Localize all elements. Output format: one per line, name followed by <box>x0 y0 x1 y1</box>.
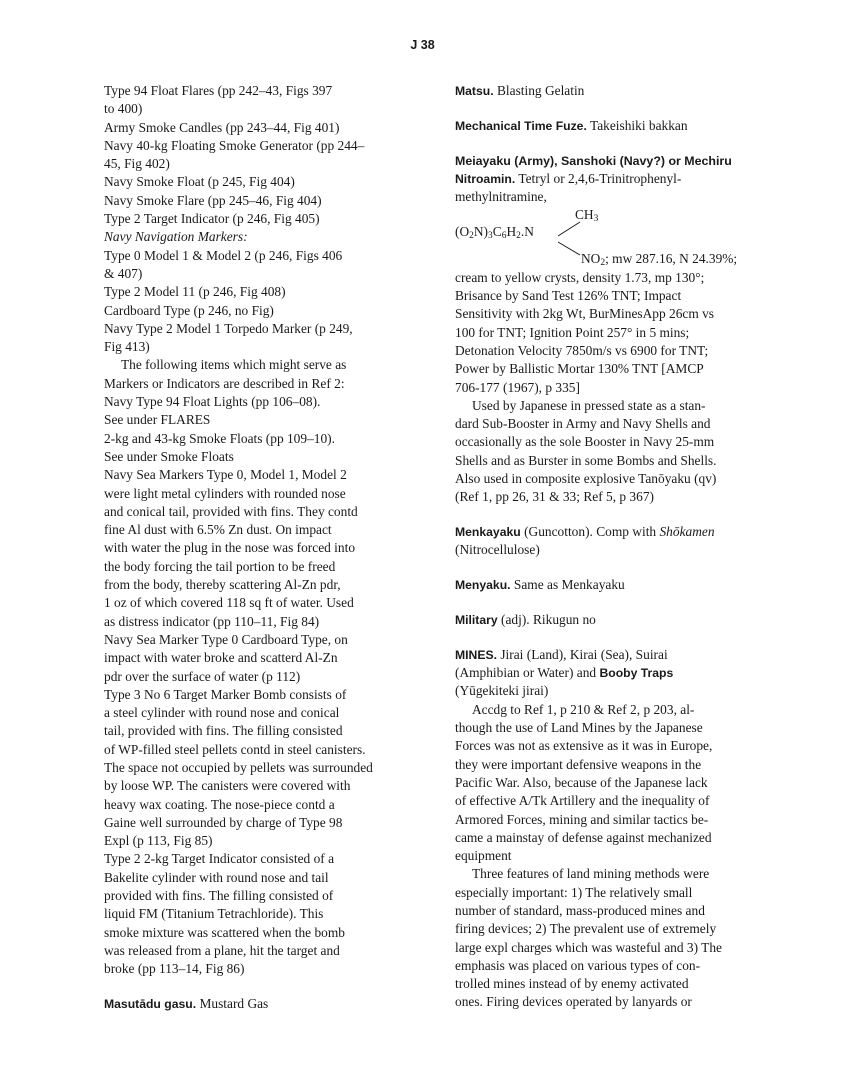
text-line: to 400) <box>104 101 143 117</box>
text-line: 45, Fig 402) <box>104 156 170 172</box>
text-line: provided with fins. The filling consisted of <box>104 888 334 904</box>
text-line: fine Al dust with 6.5% Zn dust. On impact <box>104 522 332 538</box>
formula-no2-line: $NO_2$; mw 287.16, N 24.39%; <box>581 251 738 269</box>
entry-military: Military (adj). Rikugun no <box>455 612 596 628</box>
entry-matsu <box>455 82 755 100</box>
text-line: The following items which might serve as <box>121 357 347 373</box>
entry-text: Blasting Gelatin <box>496 83 585 98</box>
text-line: large expl charges which was wasteful and 3) The <box>455 939 722 955</box>
text-line: Type 0 Model 1 & Model 2 (p 246, Figs 406 <box>104 247 343 263</box>
text-line: Type 2 2-kg Target Indicator consisted of a <box>104 851 335 867</box>
formula-main: $(O_2N)_3C_6H_2.N$ <box>455 224 534 242</box>
subheading-navigation-markers: Navy Navigation Markers: <box>104 229 248 245</box>
text-line: emphasis was placed on various types of con- <box>455 957 701 973</box>
text-line: See under Smoke Floats <box>104 448 234 464</box>
text-line: especially important: 1) The relatively small <box>455 884 693 900</box>
text-line: Used by Japanese in pressed state as a stan- <box>472 397 706 413</box>
text-line: smoke mixture was scattered when the bomb <box>104 924 345 940</box>
text-line: of WP-filled steel pellets contd in steel canisters. <box>104 741 366 757</box>
text-line: Type 2 Target Indicator (p 246, Fig 405) <box>104 211 320 227</box>
text-line: Sensitivity with 2kg Wt, BurMinesApp 26cm vs <box>455 306 715 322</box>
text-line: by loose WP. The canisters were covered with <box>104 778 351 794</box>
text-line: the body forcing the tail portion to be freed <box>104 558 336 574</box>
text-line: Navy Smoke Flare (pp 245–46, Fig 404) <box>104 192 322 208</box>
text-line: cream to yellow crysts, density 1.73, mp 130°; <box>455 269 705 285</box>
formula-ch3: $CH_3$ <box>575 207 599 225</box>
entry-heading: Masutādu gasu. <box>104 997 197 1012</box>
entry-heading: Menyaku. <box>455 578 511 593</box>
text-line: Detonation Velocity 7850m/s vs 6900 for TNT; <box>455 342 709 358</box>
text-line: liquid FM (Titanium Tetrachloride). This <box>104 906 324 922</box>
text-line: Navy Sea Markers Type 0, Model 1, Model 2 <box>104 467 347 483</box>
text-line: Navy Smoke Float (p 245, Fig 404) <box>104 174 295 190</box>
text-line: they were important defensive weapons in the <box>455 756 702 772</box>
text-line: pdr over the surface of water (p 112) <box>104 668 301 684</box>
text-line: The space not occupied by pellets was surrounded <box>104 759 373 775</box>
text-line: broke (pp 113–14, Fig 86) <box>104 961 245 977</box>
entry-mines: MINES. Jirai (Land), Kirai (Sea), Suirai (Amphibian or Water) and Booby Traps (Yūgekiteki jirai) Accdg to Ref 1, p 210 & Ref 2, p 203, al- though the use of Land Mines by the Japanese Forces was not as extensive as it was in Europe, they were important defensive weapons in the Pacific War. Also, because of the Japanese lack of effective A/Tk Artillery and the inequality of Armored Forces, mining and similar tactics be- came a mainstay of defense against mechanized equipment Three features of land mining methods were especially important: 1) The relatively small number of standard, mass-produced mines and firing devices; 2) The prevalent use of extremely large expl charges which was wasteful and 3) The emphasis was placed on various types of con- trolled mines instead of by enemy activated ones. Firing devices operated by lanyards or <box>455 646 755 1012</box>
entry-heading: Nitroamin. <box>455 171 516 186</box>
text-line: Cardboard Type (p 246, no Fig) <box>104 302 274 318</box>
text-line: (Yūgekiteki jirai) <box>455 683 549 699</box>
bond-lines-icon <box>556 218 582 258</box>
text-line: Navy Type 94 Float Lights (pp 106–08). <box>104 394 321 410</box>
text-line: Markers or Indicators are described in Ref 2: <box>104 375 345 391</box>
page-number: J 38 <box>410 38 435 52</box>
text-line: See under FLARES <box>104 412 211 428</box>
entry-heading: Meiayaku (Army), Sanshoki (Navy?) or Mechiru <box>455 153 732 168</box>
entry-text: Takeishiki bakkan <box>589 117 688 133</box>
text-line: Power by Ballistic Mortar 130% TNT [AMCP <box>455 361 704 377</box>
text-line: Also used in composite explosive Tanōyaku (qv) <box>455 471 717 487</box>
text-line: Bakelite cylinder with round nose and tail <box>104 869 329 885</box>
text-line: came a mainstay of defense against mechanized <box>455 829 712 845</box>
text-line: trolled mines instead of by enemy activated <box>455 976 689 992</box>
text-line: ones. Firing devices operated by lanyards or <box>455 994 692 1010</box>
entry-text: Mustard Gas <box>199 996 269 1012</box>
entry-heading: Military <box>455 613 498 628</box>
text-line: Fig 413) <box>104 339 150 355</box>
text-line: a steel cylinder with round nose and conical <box>104 705 340 721</box>
text-line: Navy 40-kg Floating Smoke Generator (pp 244– <box>104 137 365 153</box>
entry-text: Tetryl or 2,4,6-Trinitrophenyl- <box>518 170 682 186</box>
text-line: occasionally as the sole Booster in Navy 25-mm <box>455 434 715 450</box>
text-line: Navy Type 2 Model 1 Torpedo Marker (p 249, <box>104 320 353 336</box>
entry-menkayaku: Menkayaku (Guncotton). Comp with Shōkamen <box>455 524 715 540</box>
text-line: dard Sub-Booster in Army and Navy Shells and <box>455 416 711 432</box>
entry-heading: Matsu. <box>455 84 494 98</box>
entry-meiayaku <box>455 152 755 507</box>
text-line: Type 94 Float Flares (pp 242–43, Figs 397 <box>104 83 333 98</box>
text-line: Forces was not as extensive as it was in Europe, <box>455 738 713 754</box>
text-line: as distress indicator (pp 110–11, Fig 84) <box>104 613 320 629</box>
right-column <box>455 82 755 1012</box>
text-line: Army Smoke Candles (pp 243–44, Fig 401) <box>104 119 340 135</box>
text-line: & 407) <box>104 265 143 281</box>
text-line: tail, provided with fins. The filling consisted <box>104 723 343 739</box>
text-line: Type 3 No 6 Target Marker Bomb consists of <box>104 686 347 702</box>
text-line: with water the plug in the nose was forced into <box>104 540 356 556</box>
text-line: 100 for TNT; Ignition Point 257° in 5 mins; <box>455 324 690 340</box>
text-line: firing devices; 2) The prevalent use of extremely <box>455 921 717 937</box>
entry-heading: Menkayaku <box>455 525 521 540</box>
text-line: 1 oz of which covered 118 sq ft of water. Used <box>104 595 354 611</box>
text-line: 706-177 (1967), p 335] <box>455 379 580 395</box>
text-line: equipment <box>455 848 512 864</box>
text-line: Shells and as Burster in some Bombs and Shells. <box>455 452 717 468</box>
text-line: heavy wax coating. The nose-piece contd a <box>104 796 335 812</box>
text-line: methylnitramine, <box>455 189 547 205</box>
text-line: Navy Sea Marker Type 0 Cardboard Type, on <box>104 631 348 647</box>
text-line: Accdg to Ref 1, p 210 & Ref 2, p 203, al- <box>472 701 695 717</box>
left-column <box>104 82 424 1013</box>
text-line: Gaine well surrounded by charge of Type 98 <box>104 814 343 830</box>
text-line: (Nitrocellulose) <box>455 542 540 558</box>
entry-menyaku: Menyaku. Same as Menkayaku <box>455 577 625 593</box>
text-line: number of standard, mass-produced mines and <box>455 902 705 918</box>
entry-masutadu <box>104 995 424 1013</box>
text-line: were light metal cylinders with rounded nose <box>104 485 346 501</box>
text-line: Armored Forces, mining and similar tactics be- <box>455 811 709 827</box>
text-line: impact with water broke and scatterd Al-Zn <box>104 650 338 666</box>
text-line: Three features of land mining methods were <box>472 866 710 882</box>
text-line: and conical tail, provided with fins. They contd <box>104 503 358 519</box>
chemical-formula <box>455 206 755 250</box>
entry-heading: MINES. <box>455 647 497 662</box>
text-line: (Ref 1, pp 26, 31 & 33; Ref 5, p 367) <box>455 489 654 505</box>
text-line: Brisance by Sand Test 126% TNT; Impact <box>455 288 682 304</box>
entry-mechanical-time-fuze <box>455 117 755 135</box>
text-line: though the use of Land Mines by the Japanese <box>455 720 703 736</box>
text-line: of effective A/Tk Artillery and the inequality of <box>455 793 710 809</box>
text-line: was released from a plane, hit the target and <box>104 942 340 958</box>
entry-heading: Mechanical Time Fuze. <box>455 118 587 133</box>
text-line: Pacific War. Also, because of the Japanese lack <box>455 774 708 790</box>
text-line: Expl (p 113, Fig 85) <box>104 833 213 849</box>
text-line: Type 2 Model 11 (p 246, Fig 408) <box>104 284 286 300</box>
text-line: from the body, thereby scattering Al-Zn pdr, <box>104 577 341 593</box>
text-line: 2-kg and 43-kg Smoke Floats (pp 109–10). <box>104 430 335 446</box>
